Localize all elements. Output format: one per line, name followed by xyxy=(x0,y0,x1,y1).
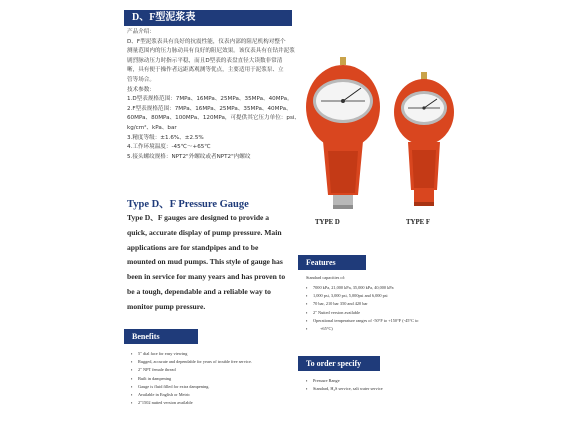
cn-section-title: D、F型泥浆表 xyxy=(124,10,292,26)
list-item: ▪ 70 bar, 210 bar 350 and 420 bar xyxy=(306,300,418,308)
cn-line: 产品介绍： xyxy=(127,29,155,35)
cn-line: 晰，具有便于操作者远距离观测等优点，主要适用于泥浆泵、立 xyxy=(127,67,284,74)
cn-line: 3.精度等级：±1.6%、±2.5% xyxy=(127,134,204,141)
list-item: ▪ 2" Nutted version available xyxy=(306,309,418,317)
type-d-gauge-illustration xyxy=(303,55,383,215)
type-d-caption: TYPE D xyxy=(315,219,340,226)
list-item: ▪ 7000 kPa, 21,000 kPa, 35,000 kPa, 40,000 kPa xyxy=(306,284,418,292)
list-item: ▪ Operational temperature ranges of -50°F to +150°F (-45°C to xyxy=(306,317,418,325)
cn-line: D、F型泥浆表具有良好的抗震性能，仪表内部的阻尼机构对整个 xyxy=(127,38,286,45)
features-intro: Standard capacities of: xyxy=(306,275,346,280)
cn-description xyxy=(127,28,302,162)
cn-line: 测量范围内的压力脉动具有良好的阻尼效果。该仪表具有在钻井泥浆 xyxy=(127,48,295,55)
list-item: ▪ 1,000 psi, 3,000 psi, 5,000psi and 6,000 psi xyxy=(306,292,418,300)
cn-line: 60MPa、80MPa、100MPa、120MPa，可提供其它压力单位：psi、 xyxy=(127,115,301,122)
list-item: ▪ 5" dial face for easy viewing xyxy=(131,350,252,358)
list-item: ▪ 2"1502 nutted version available xyxy=(131,399,252,407)
list-item: ▪ Standard, H₂S service, salt water service xyxy=(306,385,383,393)
en-description: Type D、F gauges are designed to provide a quick, accurate display of pump pressure. Main applications are for standpipes and to be mounted on mud pumps. This style of gauge has been in service for many years and has proven to be a tough, dependable and a reliable way to monitor pump pressure. xyxy=(127,213,286,311)
en-section-title: Type D、F Pressure Gauge xyxy=(127,199,249,210)
list-item: ▪ Available in English or Metric xyxy=(131,391,252,399)
cn-line: 1.D型表规格范围：7MPa、16MPa、25MPa、35MPa、40MPa。 xyxy=(127,96,293,103)
list-item: ▪ Gauge is fluid filled for extra dampening. xyxy=(131,383,252,391)
cn-line: 2.F型表规格范围：7MPa、16MPa、25MPa、35MPa、40MPa、 xyxy=(127,105,292,112)
cn-line: 4.工作环境温度：-45℃～+65℃ xyxy=(127,144,211,151)
list-item: ▪ Rugged, accurate and dependable for years of trouble free service. xyxy=(131,358,252,366)
benefits-list xyxy=(131,350,252,407)
list-item: ▪ Pressure Range xyxy=(306,377,383,385)
list-item: ▪ 2" NPT female thread xyxy=(131,366,252,374)
benefits-heading: Benefits xyxy=(124,329,198,344)
type-f-gauge-illustration xyxy=(392,72,456,218)
order-list xyxy=(306,377,383,393)
cn-line: kg/cm²、kPa、bar xyxy=(127,124,177,131)
features-list xyxy=(306,284,418,333)
features-heading: Features xyxy=(298,255,366,270)
cn-line: 技术参数： xyxy=(127,86,155,93)
list-item: ▪ +65°C) xyxy=(306,325,418,333)
type-f-caption: TYPE F xyxy=(406,219,430,226)
list-item: ▪ Built in dampening xyxy=(131,375,252,383)
cn-line: 5.接头螺纹规格：NPT2"外螺纹或者NPT2"内螺纹 xyxy=(127,153,251,160)
order-heading: To order specify xyxy=(298,356,380,371)
cn-line: 剧烈脉动压力时指示平稳，而且D型表的表盘直径大读数非常清 xyxy=(127,57,283,64)
cn-line: 管等场合。 xyxy=(127,76,155,83)
